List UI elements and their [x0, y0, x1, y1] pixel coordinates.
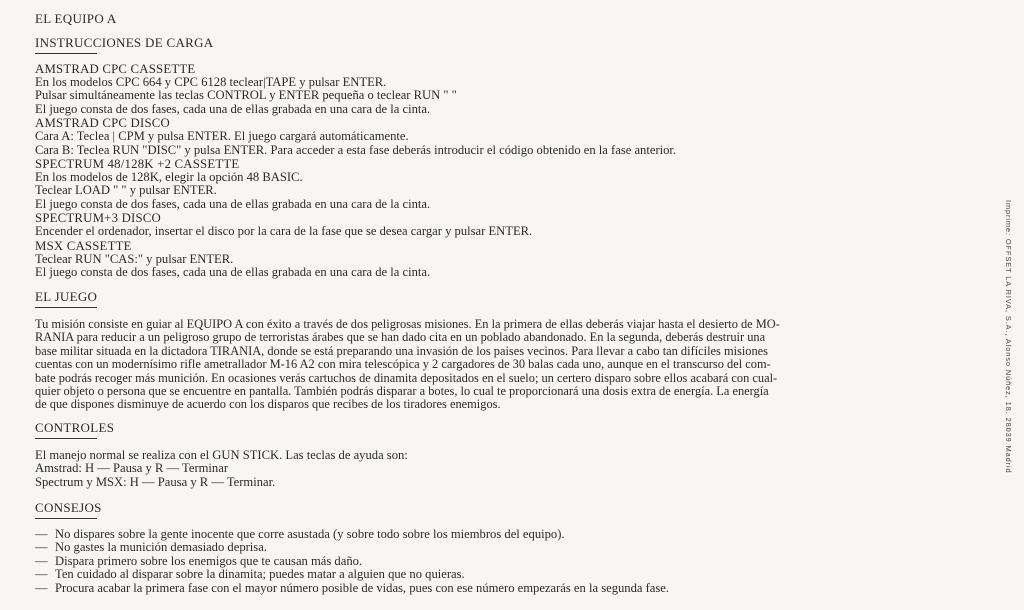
tips-list: [35, 528, 669, 595]
imprint-text: Imprime: OFFSET LA RIVA, S.A., Alonso Núñez, 18. 28039 Madrid: [1004, 200, 1013, 474]
loading-line: Pulsar simultáneamente las teclas CONTROL y ENTER pequeña o teclear RUN " ": [35, 88, 457, 103]
amstrad-cassette-heading: AMSTRAD CPC CASSETTE: [35, 62, 196, 76]
controls-line: Spectrum y MSX: H — Pausa y R — Terminar.: [35, 474, 276, 489]
tip-text: No dispares sobre la gente inocente que corre asustada (y sobre todo sobre los miembros del equipo).: [55, 527, 565, 541]
loading-line: Teclear RUN "CAS:" y pulsar ENTER.: [35, 251, 234, 266]
game-paragraph-line: RANIA para reducir a un peligroso grupo de terroristas árabes que se han dado cita en un poblado abandonado. En la segunda, deberás destruir una: [35, 330, 766, 345]
controls-section: [35, 421, 114, 439]
tip-item: [35, 541, 669, 554]
loading-section: [35, 36, 214, 54]
msx-cassette-heading: MSX CASSETTE: [35, 238, 132, 253]
loading-line: Cara B: Teclea RUN "DISC" y pulsa ENTER. Para acceder a esta fase deberás introducir el código obtenido en la fase anterior.: [35, 142, 677, 157]
heading-underline: [35, 518, 97, 519]
loading-line: El juego consta de dos fases, cada una de ellas grabada en una cara de la cinta.: [35, 196, 431, 211]
game-paragraph-line: Tu misión consiste en guiar al EQUIPO A con éxito a través de dos peligrosas misiones. En la primera de ellas deberás viajar hasta el desierto de MO-: [35, 317, 780, 331]
document-title: EL EQUIPO A: [35, 11, 117, 26]
dash-bullet: —: [35, 553, 48, 568]
amstrad-disk-heading: AMSTRAD CPC DISCO: [35, 116, 170, 131]
loading-line: Teclear LOAD " " y pulsar ENTER.: [35, 183, 217, 198]
game-paragraph-line: base militar situada en la dictadora TIRANIA, donde se está preparando una invasión de los paises vecinos. Para llevar a cabo tan difíciles misiones: [35, 343, 769, 358]
tip-text: Dispara primero sobre los enemigos que te causan más daño.: [55, 553, 363, 568]
game-paragraph-line: de que dispones disminuye de acuerdo con los disparos que recibes de los tiradores enemigos.: [35, 397, 501, 412]
loading-line: El juego consta de dos fases, cada una de ellas grabada en una cara de la cinta.: [35, 101, 431, 116]
dash-bullet: —: [35, 527, 48, 541]
tip-item: [35, 528, 669, 541]
tip-item: [35, 582, 669, 595]
heading-underline: [35, 307, 97, 308]
controls-text: [35, 449, 408, 489]
game-section: [35, 290, 97, 308]
heading-underline: [35, 53, 97, 54]
dash-bullet: —: [35, 540, 48, 555]
loading-instructions: [35, 62, 676, 279]
tip-text: No gastes la munición demasiado deprisa.: [55, 540, 267, 555]
controls-heading: CONTROLES: [35, 420, 115, 435]
loading-line: Encender el ordenador, insertar el disco por la cara de la fase que se desea cargar y pulsar ENTER.: [35, 224, 533, 239]
document-title-block: [35, 12, 117, 26]
tip-text: Procura acabar la primera fase con el mayor número posible de vidas, pues con ese número empezarás en la segunda fase.: [55, 580, 670, 595]
game-heading: EL JUEGO: [35, 289, 98, 304]
spectrum-cassette-heading: SPECTRUM 48/128K +2 CASSETTE: [35, 157, 240, 172]
tip-item: [35, 568, 669, 581]
controls-line: Amstrad: H — Pausa y R — Terminar: [35, 461, 229, 476]
tip-text: Ten cuidado al disparar sobre la dinamita; puedes matar a alguien que no quieras.: [55, 567, 465, 582]
game-paragraph-line: quier objeto o persona que se encuentre en pantalla. También podrás disparar a botes, lo cual te proporcionará una dosis extra de energía. La energía: [35, 384, 769, 399]
dash-bullet: —: [35, 567, 48, 582]
loading-line: En los modelos CPC 664 y CPC 6128 teclear|TAPE y pulsar ENTER.: [35, 75, 387, 89]
game-description: [35, 318, 978, 412]
loading-heading: INSTRUCCIONES DE CARGA: [35, 35, 214, 50]
spectrum-disk-heading: SPECTRUM+3 DISCO: [35, 211, 161, 226]
heading-underline: [35, 438, 97, 439]
game-paragraph-line: bate podrás recoger más munición. En ocasiones verás cartuchos de dinamita depositados en el suelo; un certero disparo sobre ellos acabará con cual-: [35, 370, 778, 385]
game-paragraph-line: cuentas con un modernísimo rifle ametrallador M-16 A2 con mira telescópica y 2 cargadores de 30 balas cada uno, aunque en el transcurso del com-: [35, 357, 771, 372]
loading-line: El juego consta de dos fases, cada una de ellas grabada en una cara de la cinta.: [35, 265, 431, 280]
tip-item: [35, 555, 669, 568]
controls-line: El manejo normal se realiza con el GUN STICK. Las teclas de ayuda son:: [35, 448, 408, 462]
printer-imprint: [1003, 200, 1017, 474]
dash-bullet: —: [35, 580, 48, 595]
tips-heading: CONSEJOS: [35, 500, 102, 515]
tips-section: [35, 501, 102, 519]
loading-line: Cara A: Teclea | CPM y pulsa ENTER. El juego cargará automáticamente.: [35, 129, 409, 144]
loading-line: En los modelos de 128K, elegir la opción 48 BASIC.: [35, 170, 303, 185]
